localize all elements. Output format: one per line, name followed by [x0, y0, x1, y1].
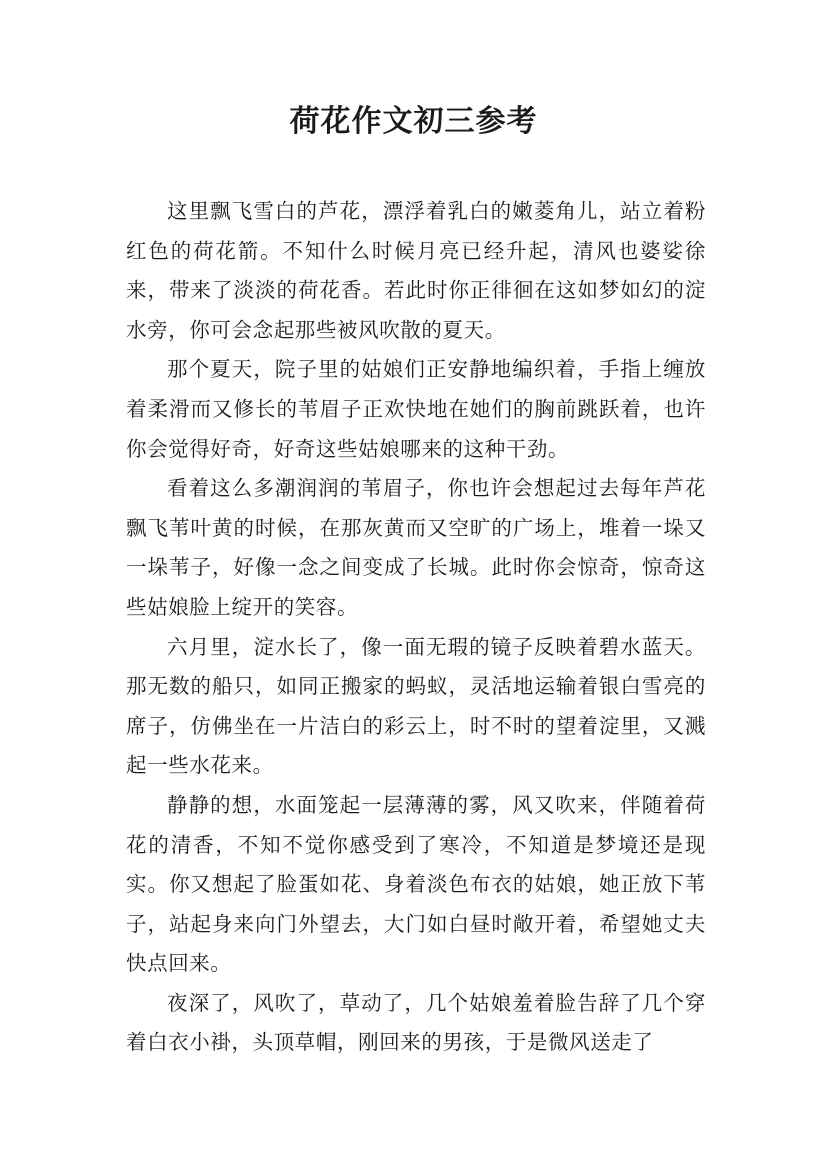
document-body [126, 192, 706, 1063]
paragraph: 这里飘飞雪白的芦花，漂浮着乳白的嫩菱角儿，站立着粉红色的荷花箭。不知什么时候月亮已经升起，清风也婆娑徐来，带来了淡淡的荷花香。若此时你正徘徊在这如梦如幻的淀水旁，你可会念起那些被风吹散的夏天。 [126, 199, 706, 342]
paragraph: 六月里，淀水长了，像一面无瑕的镜子反映着碧水蓝天。那无数的船只，如同正搬家的蚂蚁，灵活地运输着银白雪亮的席子，仿佛坐在一片洁白的彩云上，时不时的望着淀里，又溅起一些水花来。 [126, 634, 706, 778]
paragraph: 静静的想，水面笼起一层薄薄的雾，风又吹来，伴随着荷花的清香，不知不觉你感受到了寒冷，不知道是梦境还是现实。你又想起了脸蛋如花、身着淡色布衣的姑娘，她正放下苇子，站起身来向门外望去，大门如白昼时敞开着，希望她丈夫快点回来。 [126, 792, 706, 976]
paragraph: 看着这么多潮润润的苇眉子，你也许会想起过去每年芦花飘飞苇叶黄的时候，在那灰黄而又空旷的广场上，堆着一垛又一垛苇子，好像一念之间变成了长城。此时你会惊奇，惊奇这些姑娘脸上绽开的笑容。 [126, 476, 706, 619]
paragraph: 夜深了，风吹了，草动了，几个姑娘羞着脸告辞了几个穿着白衣小褂，头顶草帽，刚回来的男孩，于是微风送走了 [126, 990, 706, 1055]
document-title: 荷花作文初三参考 [289, 104, 538, 139]
paragraph: 那个夏天，院子里的姑娘们正安静地编织着，手指上缠放着柔滑而又修长的苇眉子正欢快地在她们的胸前跳跃着，也许你会觉得好奇，好奇这些姑娘哪来的这种干劲。 [126, 357, 706, 461]
